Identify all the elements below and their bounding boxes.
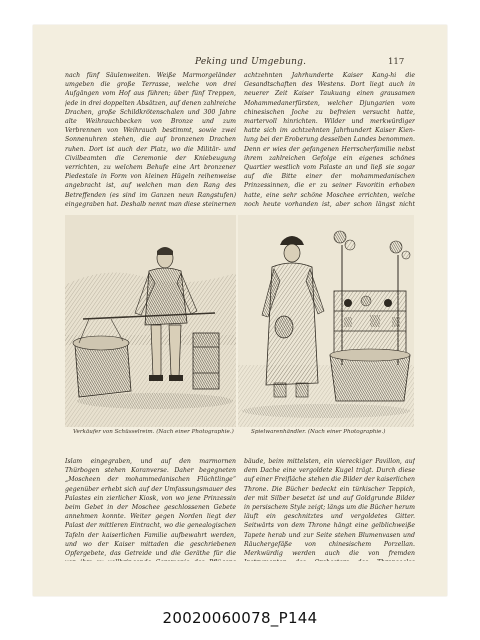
vendor-engraving [65,215,236,427]
running-header [33,57,447,71]
right-column-top-text: achtzehnten Jahrhunderte Kaiser Kang-hi die Gesandtschaften des Westens. Dort liegt auch in neuerer Zeit Kaiser Taukuang einen grausamen Mohammedanerfürsten, welcher Djungarien vom chinesischen Joche zu befreien versucht hatte, martervoll hinrichten. Wilder und merkwürdiger hatte sich im achtzehnten Jahrhundert Kaiser Kien-lung bei der Eroberung desselben Landes benommen. Denn er wies der gefangenen Herrscherfamilie nebst ihrem zahlreichen Gefolge ein eigenes schönes Quartier westlich vom Palaste an und ließ sie sogar auf die Bitte einer der mohammedanischen Prinzessinnen, die er zu seiner Favoritin erhoben hatte, eine sehr schöne Moschee errichten, welche noch heute vorhanden ist, aber schon längst nicht [244,72,415,208]
left-column-bottom-text: Islam eingegraben, und auf den marmornen Thürbogen stehen Koranverse. Daher begegneten „Moscheen der mohammedanischen Flüchtlinge“ gegenüber erhebt sich auf der Umfassungsmauer des Palastes ein zierlicher Kiosk, von wo jene Prinzessin beim Gebet in der Moschee geschlossenen Gebete annehmen konnte. Weiter gegen Norden liegt der Palast der mittleren Eintracht, wo die genealogischen Tafeln der kaiserlichen Familie aufbewahrt werden, und wo der Kaiser mittaden die geschriebenen Opfergebete, das Getreide und die Geräthe für die [65,458,236,558]
right-column-bottom-text: bäude, beim mittelsten, ein viereckiger Pavillon, auf dem Dache eine vergoldete Kugel trägt. Durch diese auf einer Freifläche stehen die Bilder der kaiserlichen Throne. Die Bücher bedeckt ein türkischer Teppich, der mit Silber besetzt ist und auf Goldgrunde Bilder in persischem Style zeigt; längs um die Bücher herum läuft ein geschnitztes und vergoldetes Gitter. Seitwärts von dem Throne hängt eine gelblichweiße Tapete herab und zur Seite stehen Blumenvasen und Räuchergefäße von chinesischem Porzellan. Merkwürdig werden auch die von fremden [244,458,415,558]
page-number: 117 [388,57,405,67]
left-illustration-caption: Verkäufer von Schüsselreim. (Nach einer Photographie.) [73,429,234,435]
header-title: Peking und Umgebung. [195,57,307,67]
toy-seller-engraving [238,215,414,427]
archive-identifier: 20020060078_P144 [162,609,318,627]
book-page [33,25,447,596]
left-column-top-text: nach fünf Säulenweiten. Weiße Marmorgeländer umgeben die große Terrasse, welche von drei Aufgängen vom Hof aus führen; über fünf Treppen, jede in drei doppelten Absätzen, auf denen zahlreiche Drachen, große Schildkrötenschalen und 300 Jahre alte Weihrauchbecken von Bronze und zum Verbrennen von Weihrauch bestimmt, sowie zwei Sonnenuhren stehen, die auf bronzenen Drachen ruhen. Dort ist auch der Platz, wo die Militär- und Civilbeamten die Ceremonie der Kniebeugung verrichten, zu welchem Behufe eine Art bronzener Piedestale in Form von kleinen Hügeln reihenweise angebracht ist, auf welchen man den Rang des Betreffenden (es sind im Ganzen neun Rangstufen) eingegraben hat. Deshalb nennt man diese steinernen [65,72,236,208]
right-illustration-caption: Spielwarenhändler. (Nach einer Photographie.) [251,429,386,435]
